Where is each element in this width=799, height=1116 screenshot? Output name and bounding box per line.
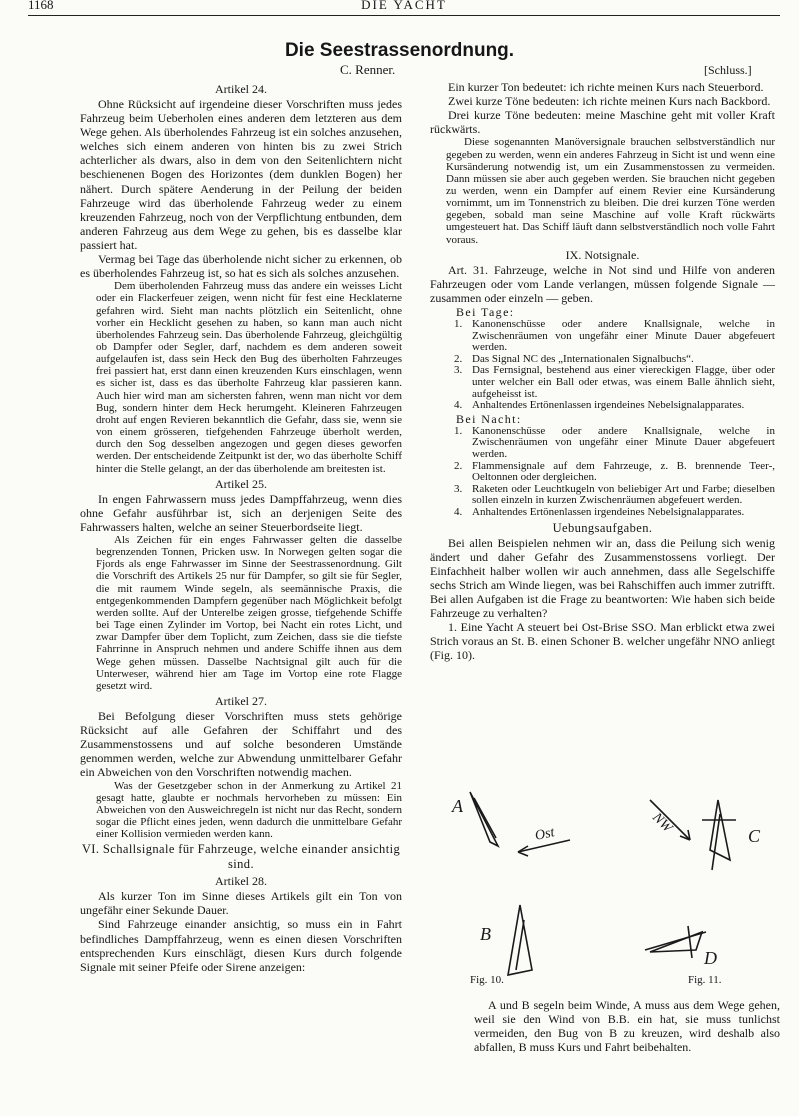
paragraph: Art. 31. Fahrzeuge, welche in Not sind und Hilfe von anderen Fahrzeugen oder vom Lande verlangen, müssen folgende Signale — zusammen oder einzeln — geben.	[430, 262, 775, 305]
paragraph: Vermag bei Tage das überholende nicht sicher zu erkennen, ob es überholendes Fahrzeug ist, so hat es sich als solches anzusehen.	[80, 252, 402, 281]
exercises-heading: Uebungsaufgaben.	[552, 520, 653, 535]
paragraph: Ohne Rücksicht auf irgendeine dieser Vorschriften muss jedes Fahrzeug beim Ueberholen eines anderen dem letzteren aus dem Wege gehen. Als überholendes Fahrzeug ist ein solches anzusehen, welches sich einem anderen von hinten bis zu zwei Strich achterlicher als dwars, also in dem von den Seitenlichtern nicht beschienenen Bogen des Horizontes (dem dunklen Bogen) her nähert. Durch spätere Aenderung in der Peilung der beiden Fahrzeuge wird das überholende Fahrzeug weder zu einem kreuzenden Fahrzeug, noch von der Verpflichtung entbunden, dem anderen Fahrzeug aus dem Wege zu gehen, bis es dasselbe klar passiert hat.	[80, 97, 402, 252]
right-column	[430, 80, 775, 662]
commentary: Diese sogenannten Manöversignale brauchen selbstverständlich nur gegeben zu werden, wenn ein anderes Fahrzeug in Sicht ist und wenn eine Kursänderung notwendig ist, um ein Zusammenstossen zu vermeiden. Dann müssen sie aber auch gegeben werden. Sie brauchen nicht gegeben zu werden, wenn ein Dampfer auf einem Revier eine Kursänderung vornimmt, um im Tonnenstrich zu bleiben. Die drei kurzen Töne werden gegeben, sobald man seine Maschine auf volle Kraft rückwärts umgesteuert hat. Das Schiff läuft dann selbstverständlich noch volle Fahrt voraus.	[446, 136, 775, 246]
closing-paragraph	[474, 998, 780, 1054]
night-signals-list	[430, 426, 775, 519]
paragraph: Sind Fahrzeuge einander ansichtig, so muss ein in Fahrt befindliches Dampffahrzeug, wenn es einen diesen Vorschriften entsprechenden Kurs einschlägt, diesen Kurs durch folgende Signale mit seiner Pfeife oder Sirene anzeigen:	[80, 917, 402, 974]
label-c: C	[748, 826, 761, 846]
list-item: 4. Anhaltendes Ertönenlassen irgendeines Nebelsignalapparates.	[454, 399, 745, 412]
article-title: Die Seestrassenordnung.	[284, 40, 515, 61]
paragraph: In engen Fahrwassern muss jedes Dampffahrzeug, wenn dies ohne Gefahr ausführbar ist, sich an derjenigen Seite des Fahrwassers halten, welche an seiner Steuerbordseite liegt.	[80, 491, 402, 534]
vessel-c-shape	[710, 800, 730, 860]
paragraph: Drei kurze Töne bedeuten: meine Maschine geht mit voller Kraft rückwärts.	[430, 108, 775, 137]
list-item: 2. Flammensignale auf dem Fahrzeuge, z. B. brennende Teer-, Oeltonnen oder dergleichen.	[454, 459, 775, 484]
running-title: DIE YACHT	[361, 0, 447, 12]
list-item: 3. Raketen oder Leuchtkugeln von beliebiger Art und Farbe; dieselben sollen einzeln in kurzen Zwischenräumen abgefeuert werden.	[454, 482, 775, 507]
paragraph: Ein kurzer Ton bedeutet: ich richte meinen Kurs nach Steuerbord.	[448, 80, 764, 94]
paragraph: Bei allen Beispielen nehmen wir an, dass die Peilung sich wenig ändert und daher Gefahr des Zusammenstossens vorliegt. Der Einfachheit halber wollen wir auch annehmen, dass alle Segelschiffe sechs Strich am Winde liegen, was bei Rahschiffen auch immer zutrifft. Bei allen Aufgaben ist die Frage zu beantworten: Wie haben sich beide Fahrzeuge zu verhalten?	[430, 535, 775, 621]
commentary: Als Zeichen für ein enges Fahrwasser gelten die dasselbe begrenzenden Tonnen, Pricken usw. In Norwegen gelten sogar die Fjords als enge Fahrwasser im Sinne der Seestrassenordnung. Gilt die Vorschrift des Artikels 25 nur für Dampfer, so gilt sie für Segler, die mit raumem Winde segeln, als seemännische Praxis, die entgegenkommenden Dampfern gegenüber nach Möglichkeit befolgt werden sollte. Auf der Unterelbe zeigen grosse, tiefgehende Schiffe bei Tage einen Zylinder im Vortop, bei Nacht ein rotes Licht, und zwar Dampfer über dem Toplicht, zum Zeichen, dass sie die tiefste Fahrrinne in Anspruch nehmen und andere Schiffe ihnen aus dem Wege gehen müssen. Dasselbe Nachtsignal gilt auch für die Unterweser, während hier am Tage im Vortop eine rote Flagge gesetzt wird.	[96, 534, 402, 692]
page-number: 1168	[28, 0, 54, 12]
figure-sketch	[440, 780, 780, 990]
list-item: 3. Das Fernsignal, bestehend aus einer viereckigen Flagge, über oder unter welcher ein Ball oder etwas, was einem Balle ähnlich sieht, aufgeheisst ist.	[454, 364, 775, 400]
list-item: 4. Anhaltendes Ertönenlassen irgendeines Nebelsignalapparates.	[454, 505, 745, 518]
figure-11-caption: Fig. 11.	[688, 974, 722, 986]
heading-artikel-28: Artikel 28.	[215, 874, 267, 889]
figure-10-caption: Fig. 10.	[470, 974, 504, 986]
heading-artikel-24: Artikel 24.	[215, 82, 267, 96]
left-column	[80, 80, 402, 974]
night-signals-label: Bei Nacht:	[456, 411, 522, 426]
heading-artikel-25: Artikel 25.	[215, 476, 267, 491]
section-heading-ix: IX. Notsignale.	[565, 247, 640, 262]
commentary: Dem überholenden Fahrzeug muss das andere ein weisses Licht oder ein Flackerfeuer zeigen, wenn nicht für fest eine Hecklaterne gefahren wird. Sieht man nachts plötzlich ein Seitenlicht, ohne vorher ein Hecklicht gesehen zu haben, so kann man auch nicht überholendes Fahrzeug sein. Das überholende Fahrzeug, gleichgültig ob Dampfer oder Segler, darf, nachdem es dem anderen soweit aufgelaufen ist, dass sein Heck den Bug des überholten Fahrzeuges frei passiert hat, erst dann einen kreuzenden Kurs einschlagen, wenn es sicher ist, dass es das überholte Fahrzeug klar passieren kann. Auch hier wird man am sichersten fahren, wenn man nicht vor dem Bug, sondern hinter dem Heck herumgeht. Kleineren Fahrzeugen droht auf engen Revieren bekanntlich die Gefahr, dass sie, wenn sie von einem grösseren, tiefgehenden Fahrzeuge überholt werden, durch den Sog desselben angezogen und gegen dieses geworfen werden. Der entscheidende Zeitpunkt ist der, wo das überholte Schiff hinter die Stelle gelangt, an der das überholende am breitesten ist.	[96, 280, 402, 475]
vessel-a-shape	[470, 792, 498, 846]
commentary: Was der Gesetzgeber schon in der Anmerkung zu Artikel 21 gesagt hatte, glaubte er nochmals hervorheben zu müssen: Ein Abweichen von den Ausweichregeln ist nicht nur das Recht, sondern sogar die Pflicht eines jeden, wenn dadurch die unmittelbare Gefahr einer Kollision vermieden werden kann.	[96, 779, 402, 841]
page-header	[28, 0, 780, 14]
day-signals-label: Bei Tage:	[456, 305, 515, 320]
label-d: D	[704, 948, 717, 968]
day-signals-list	[430, 319, 775, 412]
paragraph: 1. Eine Yacht A steuert bei Ost-Brise SSO. Man erblickt etwa zwei Strich voraus an St. B. einen Schoner B. welcher ungefähr NNO anliegt (Fig. 10).	[430, 620, 775, 663]
paragraph: A und B segeln beim Winde, A muss aus dem Wege gehen, weil sie den Wind von B.B. ein hat, sie muss tunlichst vermeiden, den Bug von B zu kreuzen, wird deshalb also abfallen, B muss Kurs und Fahrt beibehalten.	[474, 998, 780, 1054]
paragraph: Als kurzer Ton im Sinne dieses Artikels gilt ein Ton von ungefähr einer Sekunde Dauer.	[80, 889, 402, 918]
paragraph: Zwei kurze Töne bedeuten: ich richte meinen Kurs nach Backbord.	[448, 94, 771, 109]
label-nw: NW	[649, 810, 675, 836]
label-b: B	[480, 924, 491, 944]
list-item: 1. Kanonenschüsse oder andere Knallsignale, welche in Zwischenräumen von ungefähr einer Minute Dauer abgefeuert werden.	[454, 318, 775, 354]
author: C. Renner.	[340, 62, 396, 77]
header-rule	[28, 15, 780, 16]
conclusion-note: [Schluss.]	[704, 63, 752, 77]
paragraph: Bei Befolgung dieser Vorschriften muss stets gehörige Rücksicht auf alle Gefahren der Schiffahrt und des Zusammenstossens und auf solche besonderen Umstände genommen werden, welche zur Abwendung unmittelbarer Gefahr ein Abweichen von den Vorschriften notwendig machen.	[80, 709, 402, 780]
heading-artikel-27: Artikel 27.	[215, 694, 267, 709]
list-item: 2. Das Signal NC des „Internationalen Signalbuchs“.	[454, 352, 694, 365]
label-a: A	[452, 796, 463, 816]
section-heading-vi: VI. Schallsignale für Fahrzeuge, welche einander ansichtig sind.	[81, 842, 401, 872]
sailing-diagram	[440, 780, 780, 990]
label-ost: Ost	[533, 825, 556, 844]
list-item: 1. Kanonenschüsse oder andere Knallsignale, welche in Zwischenräumen von ungefähr einer Minute Dauer abgefeuert werden.	[454, 424, 775, 460]
